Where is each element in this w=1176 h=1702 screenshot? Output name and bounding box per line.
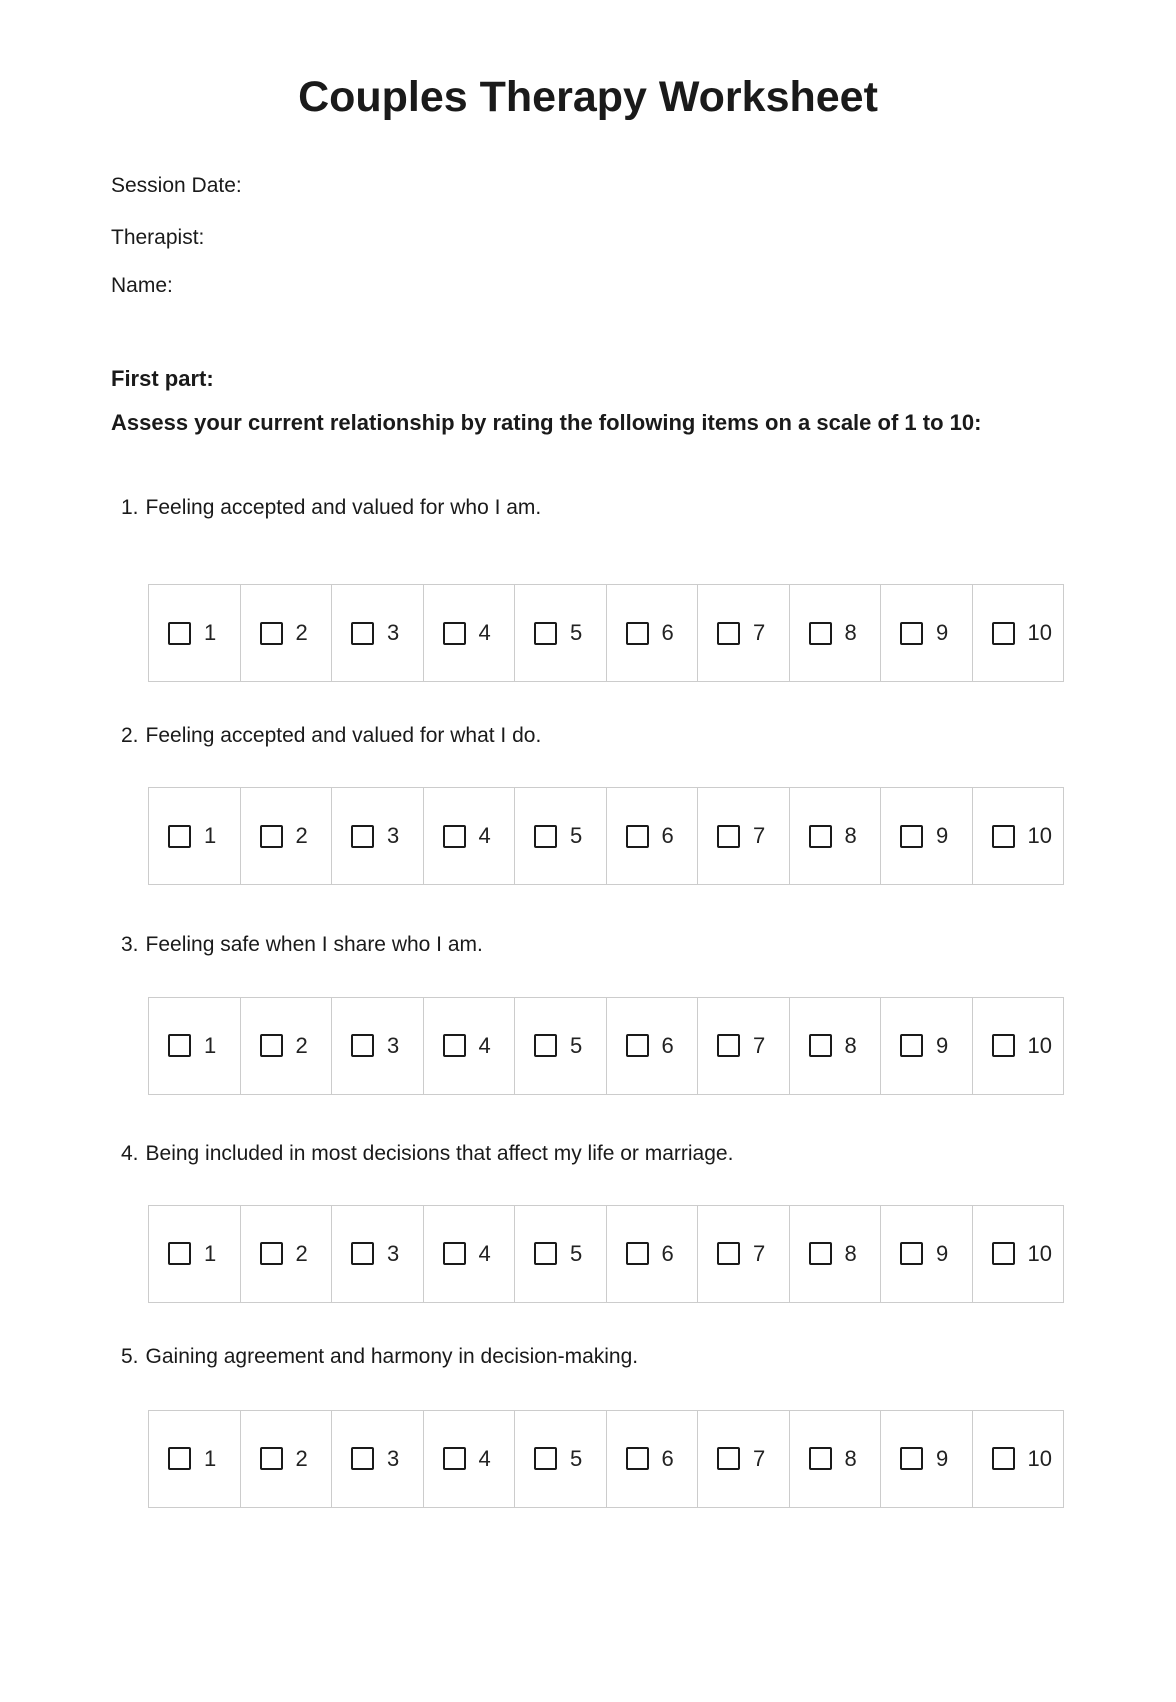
rating-value-label: 6	[661, 823, 674, 849]
rating-value-label: 9	[936, 1445, 949, 1471]
rating-option-5-3	[331, 1411, 423, 1507]
rating-option-1-1	[149, 585, 240, 681]
rating-value-label: 3	[387, 1445, 400, 1471]
rating-checkbox-2-3[interactable]	[351, 825, 374, 848]
rating-checkbox-3-5[interactable]	[534, 1034, 557, 1057]
rating-checkbox-2-5[interactable]	[534, 825, 557, 848]
item-1-label	[121, 495, 1176, 520]
rating-checkbox-1-6[interactable]	[626, 622, 649, 645]
rating-value-label: 4	[478, 1032, 491, 1058]
rating-option-2-7	[697, 788, 789, 884]
rating-option-5-9	[880, 1411, 972, 1507]
rating-value-label: 5	[570, 620, 583, 646]
rating-value-label: 3	[387, 1032, 400, 1058]
rating-value-label: 8	[844, 1032, 857, 1058]
rating-checkbox-3-2[interactable]	[260, 1034, 283, 1057]
item-5-number: 5.	[121, 1344, 139, 1368]
page-title: Couples Therapy Worksheet	[298, 73, 878, 121]
rating-checkbox-4-6[interactable]	[626, 1242, 649, 1265]
rating-option-4-8	[789, 1206, 881, 1302]
section-heading: First part:	[111, 366, 214, 392]
rating-checkbox-5-7[interactable]	[717, 1447, 740, 1470]
rating-checkbox-1-9[interactable]	[900, 622, 923, 645]
rating-option-4-1	[149, 1206, 240, 1302]
rating-checkbox-4-3[interactable]	[351, 1242, 374, 1265]
rating-value-label: 1	[204, 1240, 217, 1266]
rating-scale-item-3	[148, 997, 1064, 1095]
rating-option-4-7	[697, 1206, 789, 1302]
rating-value-label: 8	[844, 1445, 857, 1471]
rating-option-4-6	[606, 1206, 698, 1302]
rating-scale-item-2	[148, 787, 1064, 885]
rating-option-5-4	[423, 1411, 515, 1507]
rating-checkbox-4-7[interactable]	[717, 1242, 740, 1265]
name-label: Name:	[111, 273, 173, 297]
rating-checkbox-5-10[interactable]	[992, 1447, 1015, 1470]
rating-option-3-6	[606, 998, 698, 1094]
rating-option-2-3	[331, 788, 423, 884]
rating-option-5-7	[697, 1411, 789, 1507]
rating-checkbox-3-8[interactable]	[809, 1034, 832, 1057]
item-3-label	[121, 932, 1176, 957]
therapist-label: Therapist:	[111, 225, 205, 249]
rating-checkbox-5-8[interactable]	[809, 1447, 832, 1470]
rating-option-2-10	[972, 788, 1064, 884]
rating-checkbox-1-8[interactable]	[809, 622, 832, 645]
rating-option-2-1	[149, 788, 240, 884]
rating-value-label: 7	[753, 1240, 766, 1266]
rating-checkbox-5-4[interactable]	[443, 1447, 466, 1470]
item-4-number: 4.	[121, 1141, 139, 1165]
rating-checkbox-4-2[interactable]	[260, 1242, 283, 1265]
rating-checkbox-3-6[interactable]	[626, 1034, 649, 1057]
rating-value-label: 2	[295, 823, 308, 849]
rating-checkbox-4-4[interactable]	[443, 1242, 466, 1265]
rating-option-3-3	[331, 998, 423, 1094]
item-4-label	[121, 1141, 1176, 1166]
rating-checkbox-5-9[interactable]	[900, 1447, 923, 1470]
rating-value-label: 1	[204, 1032, 217, 1058]
rating-option-5-8	[789, 1411, 881, 1507]
rating-value-label: 3	[387, 823, 400, 849]
rating-scale-item-5	[148, 1410, 1064, 1508]
rating-value-label: 1	[204, 823, 217, 849]
rating-checkbox-4-1[interactable]	[168, 1242, 191, 1265]
item-3-number: 3.	[121, 933, 139, 957]
rating-checkbox-1-7[interactable]	[717, 622, 740, 645]
rating-option-2-6	[606, 788, 698, 884]
rating-value-label: 6	[661, 1240, 674, 1266]
rating-value-label: 7	[753, 1445, 766, 1471]
rating-checkbox-3-1[interactable]	[168, 1034, 191, 1057]
rating-value-label: 5	[570, 1445, 583, 1471]
item-3-text: Feeling safe when I share who I am.	[145, 933, 483, 957]
rating-value-label: 4	[478, 1445, 491, 1471]
rating-value-label: 5	[570, 1240, 583, 1266]
rating-value-label: 8	[844, 823, 857, 849]
rating-option-5-10	[972, 1411, 1064, 1507]
rating-checkbox-2-6[interactable]	[626, 825, 649, 848]
rating-option-2-9	[880, 788, 972, 884]
rating-checkbox-2-10[interactable]	[992, 825, 1015, 848]
rating-scale-item-1	[148, 584, 1064, 682]
rating-checkbox-3-4[interactable]	[443, 1034, 466, 1057]
rating-checkbox-4-10[interactable]	[992, 1242, 1015, 1265]
rating-checkbox-2-1[interactable]	[168, 825, 191, 848]
rating-option-2-4	[423, 788, 515, 884]
item-2-label	[121, 723, 1176, 748]
session-date-label: Session Date:	[111, 173, 242, 197]
rating-value-label: 6	[661, 1032, 674, 1058]
rating-value-label: 10	[1027, 620, 1052, 646]
rating-option-1-10	[972, 585, 1064, 681]
rating-checkbox-3-3[interactable]	[351, 1034, 374, 1057]
rating-option-1-9	[880, 585, 972, 681]
section-instruction: Assess your current relationship by rating the following items on a scale of 1 to 10:	[111, 409, 982, 435]
rating-value-label: 10	[1027, 1240, 1052, 1266]
rating-checkbox-4-8[interactable]	[809, 1242, 832, 1265]
rating-option-1-2	[240, 585, 332, 681]
rating-value-label: 6	[661, 620, 674, 646]
rating-option-5-5	[514, 1411, 606, 1507]
item-1-text: Feeling accepted and valued for who I am.	[145, 495, 542, 519]
item-1-number: 1.	[121, 495, 139, 519]
item-2-number: 2.	[121, 724, 139, 748]
rating-checkbox-4-9[interactable]	[900, 1242, 923, 1265]
rating-option-1-4	[423, 585, 515, 681]
rating-option-3-7	[697, 998, 789, 1094]
rating-value-label: 3	[387, 620, 400, 646]
rating-value-label: 9	[936, 1032, 949, 1058]
rating-value-label: 10	[1027, 1445, 1052, 1471]
rating-checkbox-1-1[interactable]	[168, 622, 191, 645]
rating-option-5-6	[606, 1411, 698, 1507]
rating-value-label: 2	[295, 1032, 308, 1058]
item-5-label	[121, 1344, 1176, 1369]
rating-checkbox-5-5[interactable]	[534, 1447, 557, 1470]
rating-option-1-6	[606, 585, 698, 681]
rating-value-label: 3	[387, 1240, 400, 1266]
rating-checkbox-2-7[interactable]	[717, 825, 740, 848]
rating-value-label: 5	[570, 1032, 583, 1058]
rating-checkbox-3-7[interactable]	[717, 1034, 740, 1057]
worksheet-page	[0, 72, 1176, 1702]
rating-option-1-8	[789, 585, 881, 681]
rating-checkbox-2-9[interactable]	[900, 825, 923, 848]
rating-value-label: 1	[204, 1445, 217, 1471]
rating-value-label: 7	[753, 823, 766, 849]
rating-option-4-4	[423, 1206, 515, 1302]
rating-option-4-3	[331, 1206, 423, 1302]
rating-option-3-5	[514, 998, 606, 1094]
rating-checkbox-5-3[interactable]	[351, 1447, 374, 1470]
rating-option-3-4	[423, 998, 515, 1094]
rating-checkbox-4-5[interactable]	[534, 1242, 557, 1265]
rating-checkbox-1-10[interactable]	[992, 622, 1015, 645]
rating-value-label: 4	[478, 1240, 491, 1266]
rating-option-1-3	[331, 585, 423, 681]
item-2-text: Feeling accepted and valued for what I do.	[145, 724, 542, 748]
rating-checkbox-5-6[interactable]	[626, 1447, 649, 1470]
rating-option-2-2	[240, 788, 332, 884]
rating-checkbox-1-3[interactable]	[351, 622, 374, 645]
rating-value-label: 2	[295, 1445, 308, 1471]
rating-scale-item-4	[148, 1205, 1064, 1303]
rating-value-label: 8	[844, 620, 857, 646]
rating-value-label: 5	[570, 823, 583, 849]
rating-value-label: 4	[478, 620, 491, 646]
rating-value-label: 9	[936, 620, 949, 646]
rating-option-3-9	[880, 998, 972, 1094]
rating-checkbox-5-1[interactable]	[168, 1447, 191, 1470]
rating-checkbox-1-4[interactable]	[443, 622, 466, 645]
rating-checkbox-5-2[interactable]	[260, 1447, 283, 1470]
rating-value-label: 1	[204, 620, 217, 646]
item-5-text: Gaining agreement and harmony in decision-making.	[145, 1344, 639, 1368]
rating-option-3-1	[149, 998, 240, 1094]
rating-option-5-1	[149, 1411, 240, 1507]
rating-checkbox-2-8[interactable]	[809, 825, 832, 848]
rating-checkbox-3-9[interactable]	[900, 1034, 923, 1057]
rating-value-label: 6	[661, 1445, 674, 1471]
rating-checkbox-2-4[interactable]	[443, 825, 466, 848]
rating-option-1-5	[514, 585, 606, 681]
rating-option-4-10	[972, 1206, 1064, 1302]
rating-checkbox-3-10[interactable]	[992, 1034, 1015, 1057]
rating-value-label: 7	[753, 1032, 766, 1058]
rating-value-label: 2	[295, 1240, 308, 1266]
rating-option-3-10	[972, 998, 1064, 1094]
rating-checkbox-1-2[interactable]	[260, 622, 283, 645]
rating-option-4-2	[240, 1206, 332, 1302]
rating-checkbox-2-2[interactable]	[260, 825, 283, 848]
rating-value-label: 2	[295, 620, 308, 646]
rating-option-3-2	[240, 998, 332, 1094]
rating-option-4-5	[514, 1206, 606, 1302]
rating-value-label: 4	[478, 823, 491, 849]
rating-value-label: 9	[936, 823, 949, 849]
rating-option-3-8	[789, 998, 881, 1094]
rating-value-label: 8	[844, 1240, 857, 1266]
rating-option-2-5	[514, 788, 606, 884]
rating-option-2-8	[789, 788, 881, 884]
rating-checkbox-1-5[interactable]	[534, 622, 557, 645]
rating-value-label: 10	[1027, 823, 1052, 849]
item-4-text: Being included in most decisions that affect my life or marriage.	[145, 1141, 734, 1165]
rating-option-1-7	[697, 585, 789, 681]
rating-option-5-2	[240, 1411, 332, 1507]
rating-value-label: 9	[936, 1240, 949, 1266]
rating-option-4-9	[880, 1206, 972, 1302]
rating-value-label: 10	[1027, 1032, 1052, 1058]
rating-value-label: 7	[753, 620, 766, 646]
